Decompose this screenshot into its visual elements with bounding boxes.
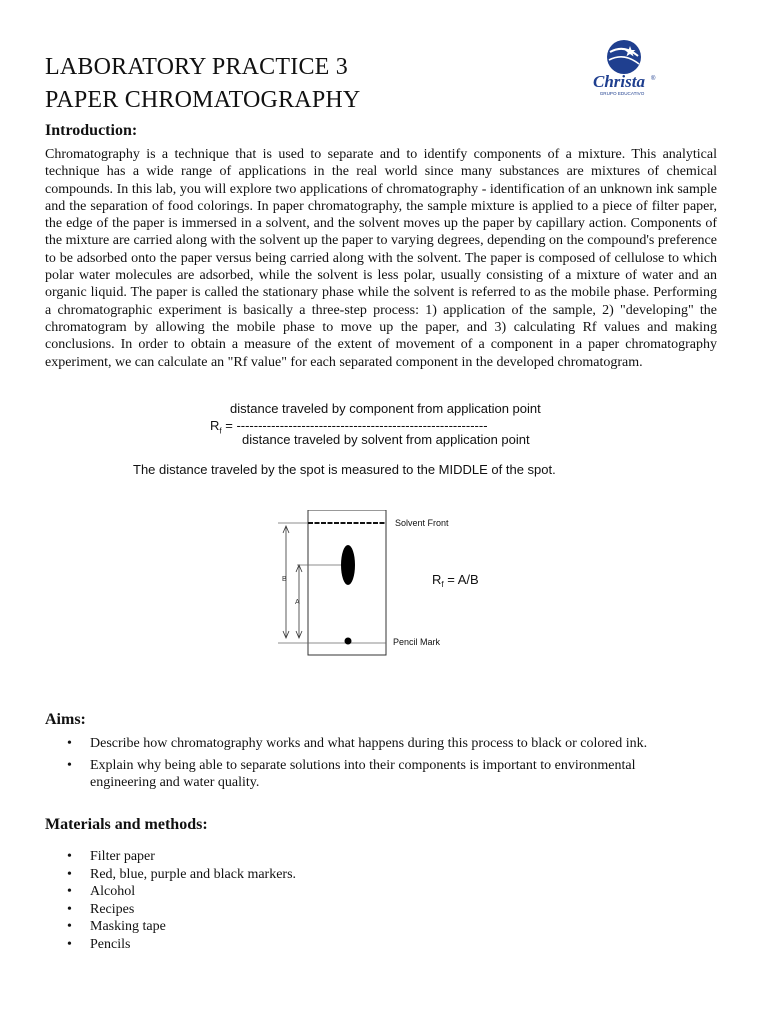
formula-rf-subscript: f — [219, 426, 222, 436]
rf-equation-value: = A/B — [443, 572, 479, 587]
rf-equation-subscript: f — [441, 580, 444, 589]
page-title-line-1: LABORATORY PRACTICE 3 — [45, 54, 348, 80]
list-item: • Pencils — [45, 936, 705, 954]
logo-registered-mark: ® — [651, 76, 656, 82]
aims-list — [45, 735, 705, 796]
page-title-line-2: PAPER CHROMATOGRAPHY — [45, 87, 361, 113]
solvent-front-label: Solvent Front — [395, 518, 449, 528]
list-item: • Recipes — [45, 901, 705, 919]
ink-spot — [341, 545, 355, 585]
formula-dashes: = ---------------------------------------------------------- — [221, 418, 488, 433]
label-b: B — [282, 576, 287, 583]
logo-name: Christa — [593, 72, 645, 91]
aims-heading: Aims: — [45, 711, 86, 728]
chromatography-diagram — [268, 510, 518, 660]
formula-denominator: distance traveled by solvent from application point — [242, 432, 530, 447]
list-item: • Red, blue, purple and black markers. — [45, 866, 705, 884]
list-item: • Explain why being able to separate solutions into their components is important to environmental engineering and water quality. — [45, 757, 705, 791]
logo-tagline: GRUPO EDUCATIVO — [599, 91, 645, 96]
rf-equation — [432, 572, 479, 589]
formula-rf-symbol: R — [210, 418, 220, 433]
pencil-mark-dot — [345, 638, 352, 645]
materials-heading: Materials and methods: — [45, 816, 208, 833]
list-item: • Filter paper — [45, 848, 705, 866]
materials-list — [45, 848, 705, 954]
rf-equation-symbol: R — [432, 572, 442, 587]
christa-logo — [588, 38, 658, 100]
introduction-paragraph: Chromatography is a technique that is used to separate and to identify components of a mixture. This analytical technique has a wide range of applications in the real world since many substances are mixtures of chemical compounds. In this lab, you will explore two applications of chromatography - identification of an unknown ink sample and the separation of food colorings. In paper chromatography, the sample mixture is applied to a piece of filter paper, the edge of the paper is immersed in a solvent, and the solvent moves up the paper by capillary action. Components of the mixture are carried along with the solvent up the paper to varying degrees, depending on the compound's preference to be adsorbed onto the paper versus being carried along with the solvent. The paper is composed of cellulose to which polar water molecules are adsorbed, while the solvent is less polar, usually consisting of a mixture of water and an organic liquid. The paper is called the stationary phase while the solvent is referred to as the mobile phase. Performing a chromatographic experiment is basically a three-step process: 1) application of the sample, 2) "developing" the chromatogram by allowing the mobile phase to move up the paper, and 3) calculating Rf values and making conclusions. In order to obtain a measure of the extent of movement of a component in a paper chromatography experiment, we can calculate an "Rf value" for each separated component in the developed chromatogram. — [45, 147, 717, 370]
list-item: • Masking tape — [45, 918, 705, 936]
introduction-heading: Introduction: — [45, 122, 138, 139]
list-item: • Describe how chromatography works and what happens during this process to black or colored ink. — [45, 735, 705, 752]
formula-numerator: distance traveled by component from application point — [230, 401, 541, 416]
pencil-mark-label: Pencil Mark — [393, 637, 441, 647]
label-a: A — [295, 599, 300, 606]
list-item: • Alcohol — [45, 883, 705, 901]
formula-note: The distance traveled by the spot is measured to the MIDDLE of the spot. — [133, 462, 556, 477]
